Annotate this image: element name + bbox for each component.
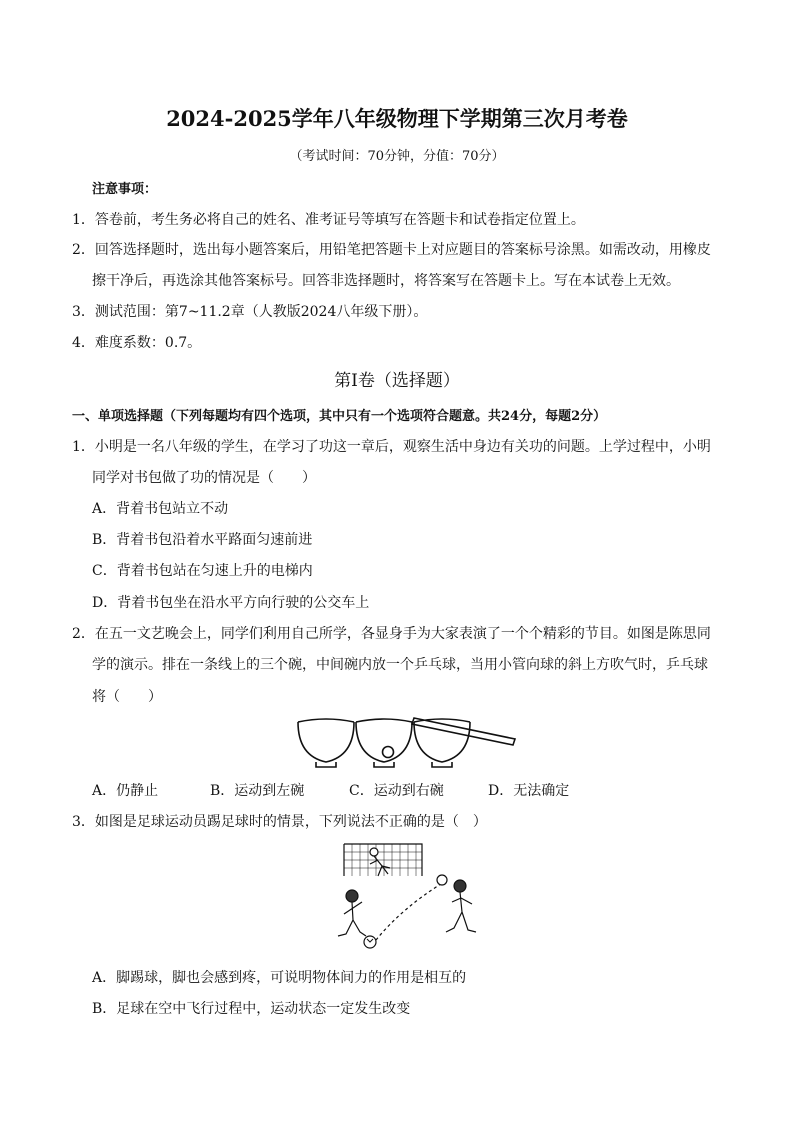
- q1-stem-line2: 同学对书包做了功的情况是（ ）: [92, 470, 316, 486]
- q2-option-a: A．仍静止: [92, 783, 159, 799]
- q1-stem-line1: 1．小明是一名八年级的学生，在学习了功这一章后，观察生活中身边有关功的问题。上学过程中，小明: [72, 439, 711, 455]
- q2-option-d: D．无法确定: [488, 783, 570, 799]
- q1-option-d: D．背着书包坐在沿水平方向行驶的公交车上: [92, 595, 370, 611]
- part-heading: 一、单项选择题（下列每题均有四个选项，其中只有一个选项符合题意。共24分，每题2分）: [72, 409, 607, 424]
- section-title: 第Ⅰ卷（选择题）: [334, 371, 460, 391]
- football-figure: [322, 838, 494, 954]
- q2-stem-line2: 学的演示。排在一条线上的三个碗，中间碗内放一个乒乓球，当用小管向球的斜上方吹气时，乒乓球: [92, 657, 708, 673]
- q2-stem-line1: 2．在五一文艺晚会上，同学们利用自己所学，各显身手为大家表演了一个个精彩的节目。如图是陈思同: [72, 626, 711, 642]
- exam-info: （考试时间：70分钟，分值：70分）: [289, 149, 505, 164]
- note-item-3: 3．测试范围：第7~11.2章（人教版2024八年级下册）。: [72, 304, 428, 320]
- q1-option-a: A．背着书包站立不动: [92, 501, 229, 517]
- page-title: 2024-2025学年八年级物理下学期第三次月考卷: [166, 106, 628, 131]
- note-item-2: 2．回答选择题时，选出每小题答案后，用铅笔把答题卡上对应题目的答案标号涂黑。如需改动，用橡皮: [72, 242, 711, 258]
- q3-option-b: B．足球在空中飞行过程中，运动状态一定发生改变: [92, 1001, 411, 1017]
- note-item-1: 1．答卷前，考生务必将自己的姓名、准考证号等填写在答题卡和试卷指定位置上。: [72, 212, 585, 228]
- note-item-2-cont: 擦干净后，再选涂其他答案标号。回答非选择题时，将答案写在答题卡上。写在本试卷上无效。: [92, 273, 680, 289]
- q1-option-b: B．背着书包沿着水平路面匀速前进: [92, 532, 313, 548]
- q2-stem-line3: 将（ ）: [92, 689, 162, 705]
- q1-option-c: C．背着书包站在匀速上升的电梯内: [92, 563, 313, 579]
- bowls-figure: [294, 712, 520, 770]
- notes-heading: 注意事项：: [92, 182, 158, 197]
- q2-option-b: B．运动到左碗: [210, 783, 305, 799]
- q2-option-c: C．运动到右碗: [349, 783, 444, 799]
- q3-stem-line1: 3．如图是足球运动员踢足球时的情景，下列说法不正确的是（ ）: [72, 814, 487, 830]
- q3-option-a: A．脚踢球，脚也会感到疼，可说明物体间力的作用是相互的: [92, 970, 467, 986]
- note-item-4: 4．难度系数：0.7。: [72, 335, 202, 351]
